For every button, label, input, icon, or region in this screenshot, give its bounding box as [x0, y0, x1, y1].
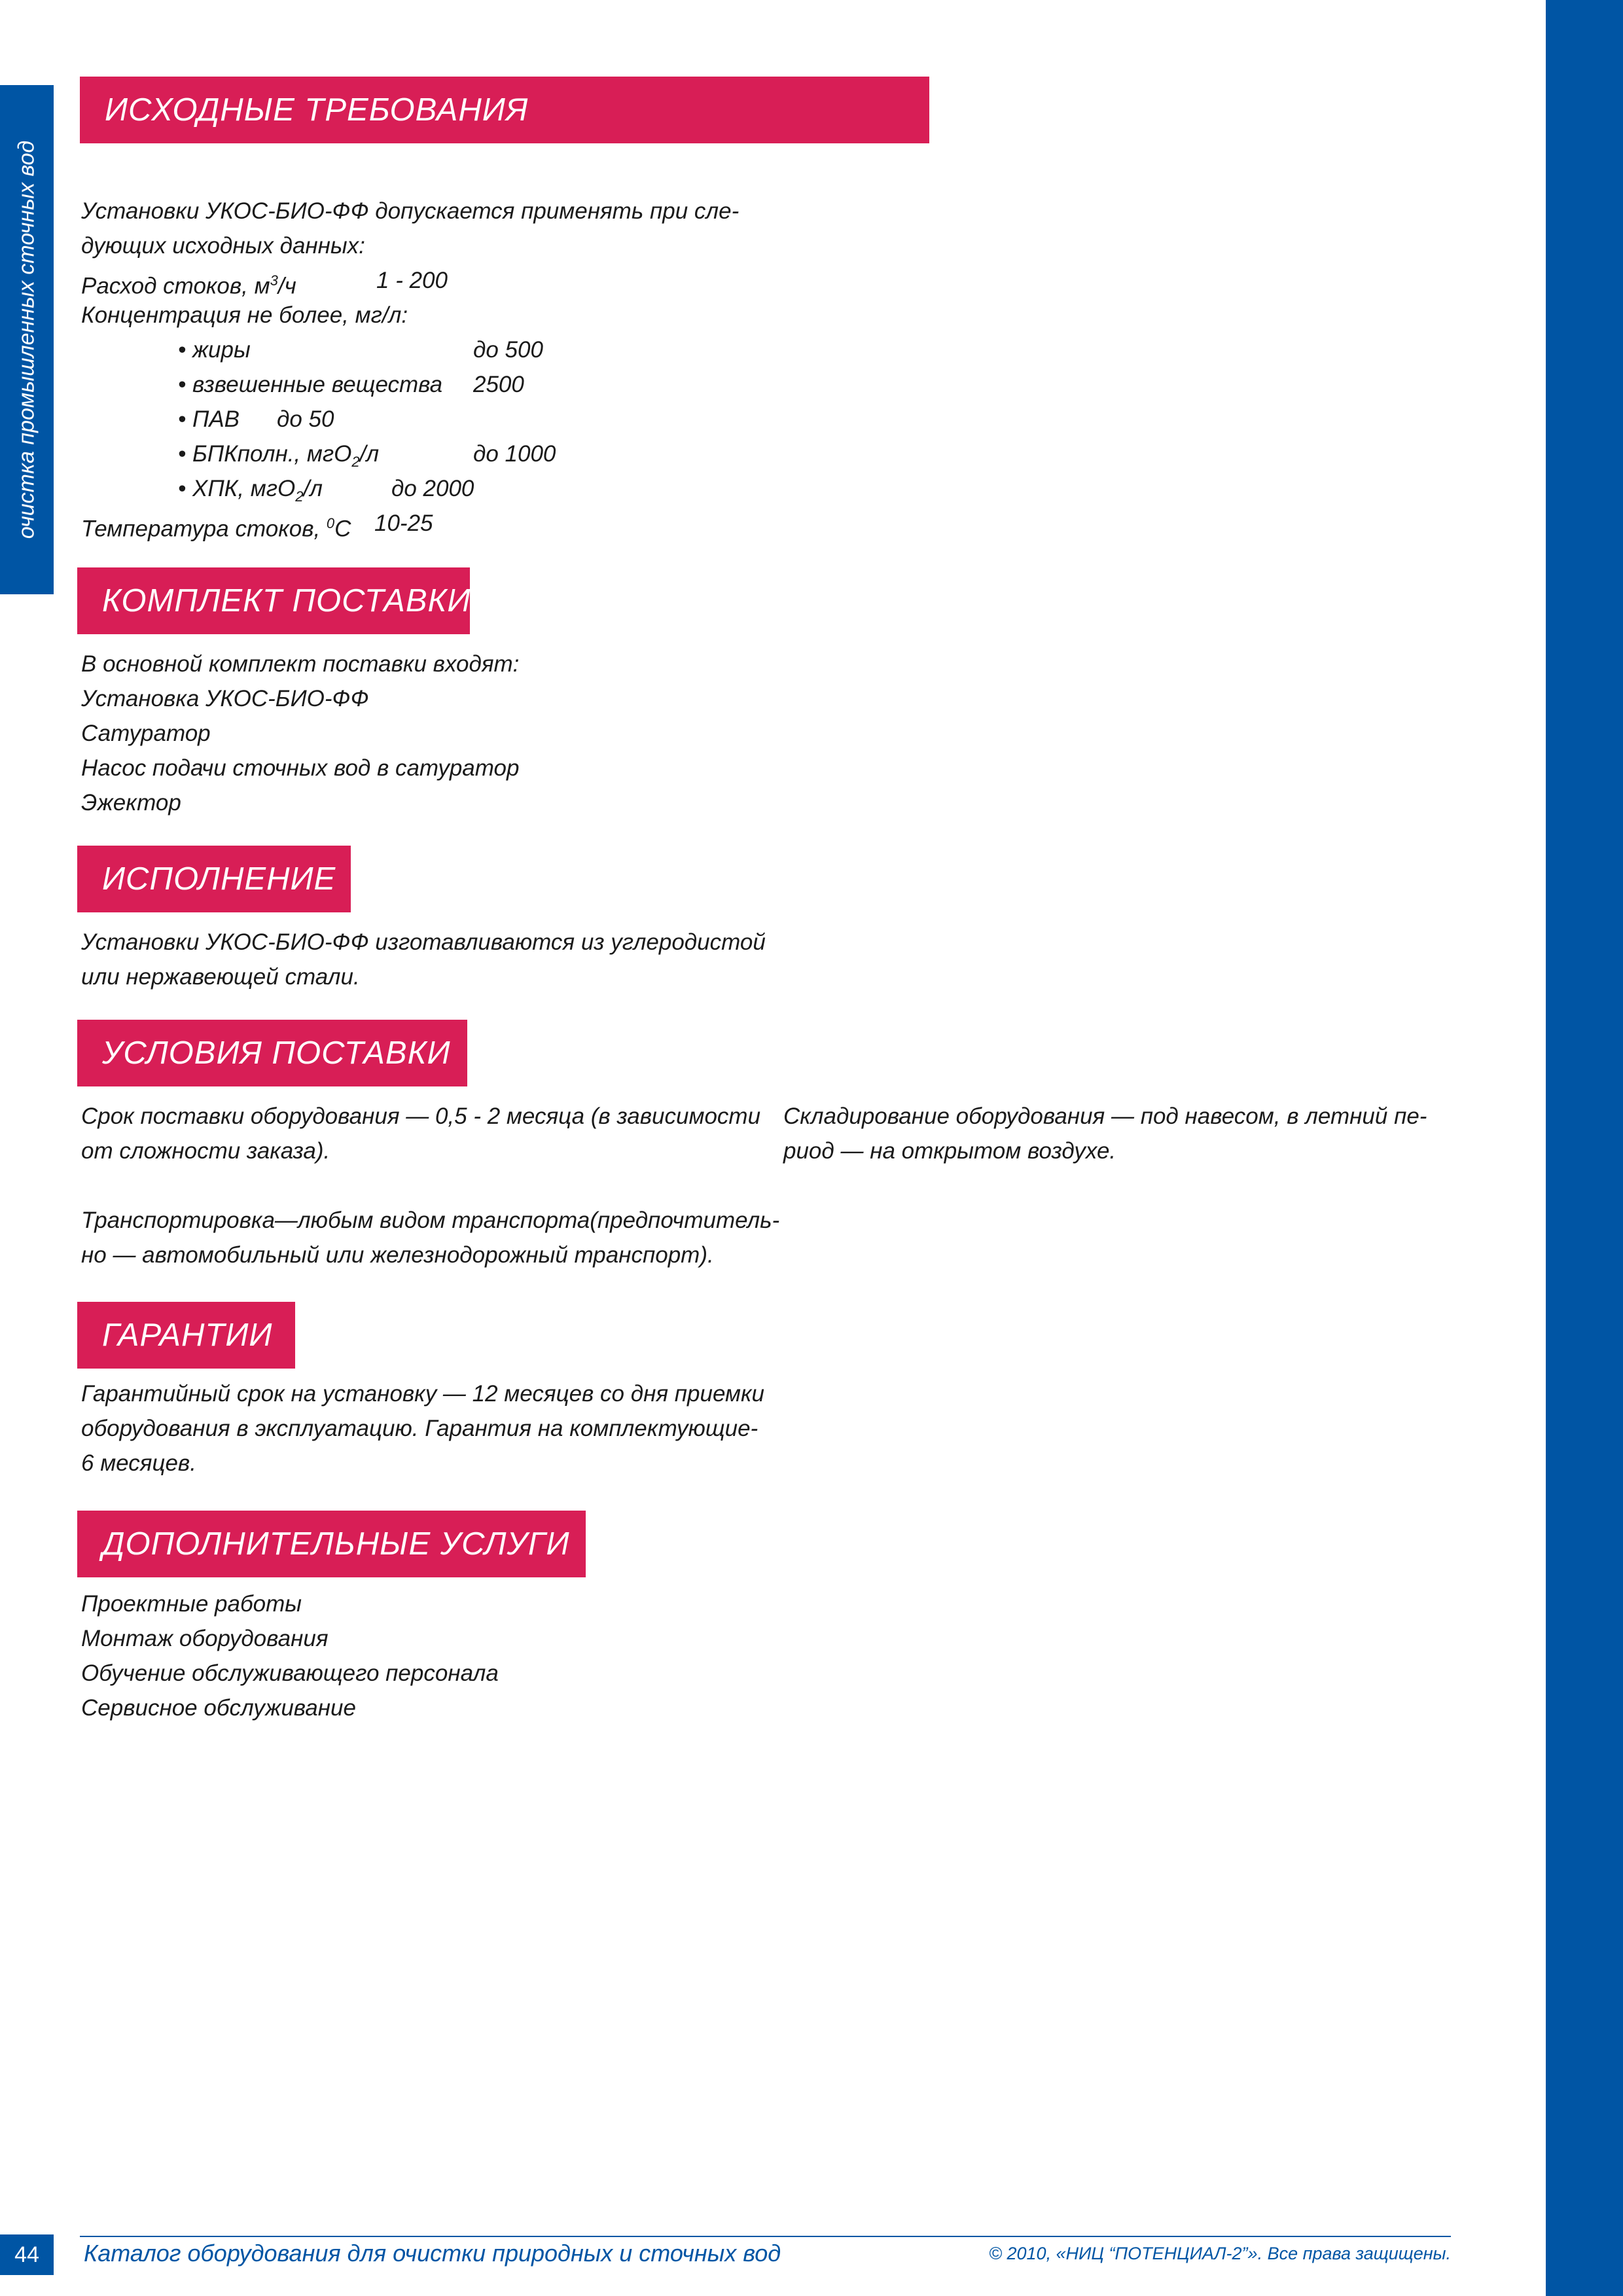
- delivery-set-line: Насос подачи сточных вод в сатуратор: [81, 755, 520, 781]
- param-label-bpk: • БПКполн., мгО$_2$/л: [178, 441, 380, 470]
- requirements-intro-line-2: дующих исходных данных:: [81, 233, 365, 259]
- param-value-hpk: до 2000: [391, 476, 474, 501]
- warranty-line: оборудования в эксплуатацию. Гарантия на комплектующие-: [81, 1416, 758, 1441]
- side-tab-label: очистка промышленных сточных вод: [14, 140, 39, 539]
- param-value-surfactants: до 50: [277, 406, 334, 432]
- delivery-terms-right-line: Складирование оборудования — под навесом, в летний пе-: [783, 1103, 1427, 1129]
- requirements-intro-line-1: Установки УКОС-БИО-ФФ допускается применять при сле-: [81, 198, 740, 224]
- section-heading-requirements: ИСХОДНЫЕ ТРЕБОВАНИЯ: [80, 77, 929, 143]
- page-number: 44: [0, 2234, 54, 2275]
- delivery-set-line: Установка УКОС-БИО-ФФ: [81, 686, 369, 711]
- right-decorative-bar: [1546, 0, 1623, 2296]
- footer-copyright: © 2010, «НИЦ “ПОТЕНЦИАЛ-2”». Все права защищены.: [989, 2244, 1451, 2263]
- section-heading-services: ДОПОЛНИТЕЛЬНЫЕ УСЛУГИ: [77, 1511, 586, 1577]
- services-line: Проектные работы: [81, 1591, 302, 1617]
- side-section-tab: [0, 85, 54, 594]
- section-heading-delivery-set: КОМПЛЕКТ ПОСТАВКИ: [77, 567, 470, 634]
- param-value-suspended: 2500: [473, 372, 524, 397]
- param-label-hpk: • ХПК, мгО$_2$/л: [178, 476, 323, 505]
- services-line: Монтаж оборудования: [81, 1626, 329, 1651]
- flow-rate-value: 1 - 200: [376, 268, 448, 293]
- execution-line: Установки УКОС-БИО-ФФ изготавливаются из углеродистой: [81, 929, 766, 955]
- param-label-suspended: • взвешенные вещества: [178, 372, 443, 397]
- footer-divider: [80, 2236, 1451, 2237]
- warranty-line: Гарантийный срок на установку — 12 месяцев со дня приемки: [81, 1381, 765, 1407]
- section-heading-execution: ИСПОЛНЕНИЕ: [77, 846, 351, 912]
- services-line: Обучение обслуживающего персонала: [81, 1660, 499, 1686]
- services-line: Сервисное обслуживание: [81, 1695, 356, 1721]
- delivery-terms-left-line: Транспортировка—любым видом транспорта(предпочтитель-: [81, 1208, 780, 1233]
- param-label-fats: • жиры: [178, 337, 251, 363]
- execution-line: или нержавеющей стали.: [81, 964, 360, 990]
- temperature-value: 10-25: [374, 511, 433, 536]
- delivery-terms-right-line: риод — на открытом воздухе.: [783, 1138, 1116, 1164]
- flow-rate-label: Расход стоков, $м^3/ч$: [81, 272, 296, 299]
- delivery-terms-left-line: от сложности заказа).: [81, 1138, 330, 1164]
- delivery-terms-left-line: но — автомобильный или железнодорожный транспорт).: [81, 1242, 714, 1268]
- temperature-label: Температура стоков, $^0$С: [81, 515, 351, 542]
- param-value-fats: до 500: [473, 337, 543, 363]
- footer-catalog-title: Каталог оборудования для очистки природных и сточных вод: [84, 2240, 781, 2267]
- delivery-set-line: Эжектор: [81, 790, 181, 816]
- param-label-surfactants: • ПАВ: [178, 406, 240, 432]
- section-heading-delivery-terms: УСЛОВИЯ ПОСТАВКИ: [77, 1020, 467, 1086]
- concentration-label: Концентрация не более, мг/л:: [81, 302, 408, 328]
- delivery-terms-left-line: Срок поставки оборудования — 0,5 - 2 месяца (в зависимости: [81, 1103, 761, 1129]
- warranty-line: 6 месяцев.: [81, 1450, 196, 1476]
- param-value-bpk: до 1000: [473, 441, 556, 467]
- section-heading-warranty: ГАРАНТИИ: [77, 1302, 295, 1369]
- delivery-set-line: Сатуратор: [81, 721, 211, 746]
- delivery-set-line: В основной комплект поставки входят:: [81, 651, 520, 677]
